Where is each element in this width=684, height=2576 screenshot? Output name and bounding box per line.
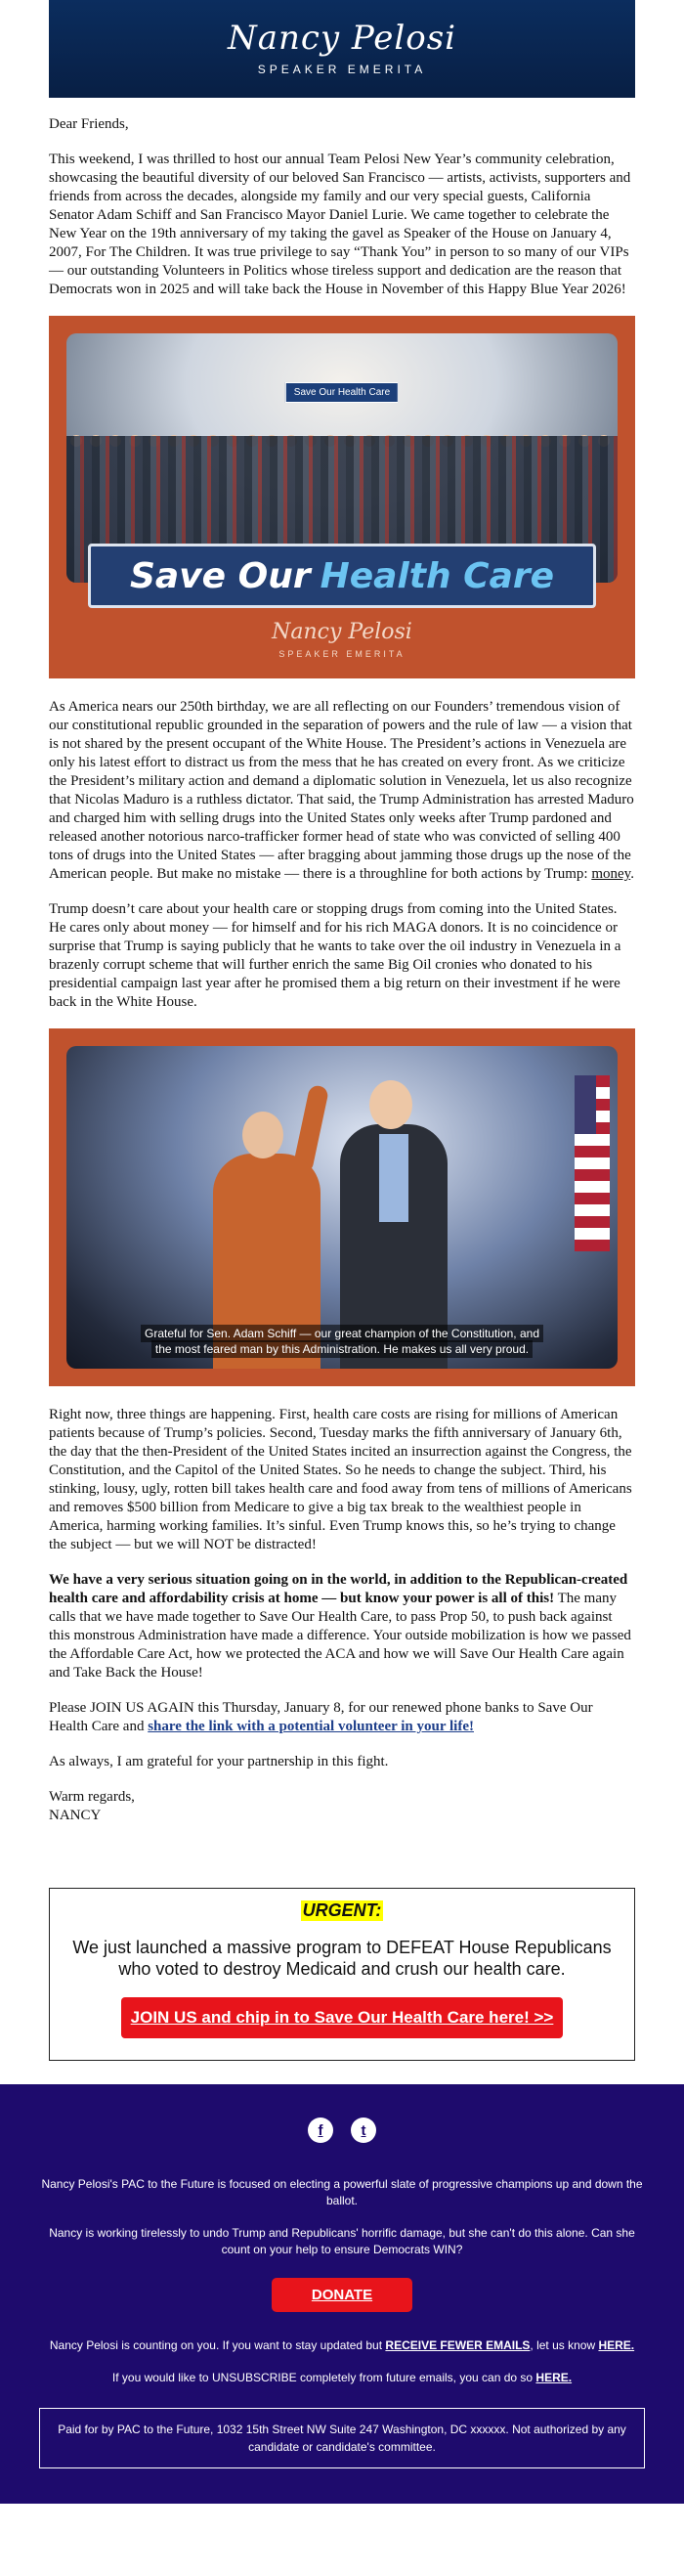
- unsubscribe-link[interactable]: HERE.: [535, 2371, 573, 2384]
- fewer-emails-link[interactable]: RECEIVE FEWER EMAILS: [385, 2338, 531, 2352]
- paragraph-1: This weekend, I was thrilled to host our annual Team Pelosi New Year’s community celebration, showcasing the beautiful diversity of our beloved San Francisco — artists, activists, supporters and friends from across the decades, alongside my family and our very special guests, California Senator Adam Schiff and San Francisco Mayor Daniel Lurie. We came together to celebrate the New Year on the 19th anniversary of my taking the gavel as Speaker of the House on January 4, 2007, For The Children. It was true privilege to say “Thank You” in person to so many of our VIPs — our outstanding Volunteers in Politics whose tireless support and dedication are the reason that Democrats won in 2025 and will take back the House in November of this Happy Blue Year 2026!: [49, 152, 631, 297]
- sign-off: [49, 1788, 635, 1825]
- urgent-title: URGENT:: [302, 1900, 382, 1920]
- money-link[interactable]: money: [591, 866, 631, 882]
- urgent-box: [49, 1888, 635, 2061]
- share-link[interactable]: share the link with a potential volunteer in your life!: [148, 1719, 474, 1734]
- email-footer: [0, 2084, 684, 2504]
- paragraph-6: Please JOIN US AGAIN this Thursday, January 8, for our renewed phone banks to Save Our Health Care and share the link with a potential volunteer in your life!: [49, 1700, 593, 1734]
- twitter-icon[interactable]: t: [351, 2118, 376, 2143]
- paid-for-disclaimer: Paid for by PAC to the Future, 1032 15th Street NW Suite 247 Washington, DC xxxxxx. Not authorized by any candidate or candidate's committee.: [39, 2408, 645, 2468]
- paragraph-5: We have a very serious situation going on in the world, in addition to the Republican-created health care and affordability crisis at home — but know your power is all of this! The many calls that we have made together to Save Our Health Care, to pass Prop 50, to push back against this monstrous Administration have made a difference. Your outside mobilization is how we passed the Affordable Care Act, how we protected the ACA and how we will Save Our Health Care again and Take Back the House!: [49, 1572, 631, 1681]
- figure-right-shirt: [379, 1134, 408, 1222]
- fewer-emails-line: Nancy Pelosi is counting on you. If you want to stay updated but RECEIVE FEWER EMAILS, let us know HERE.: [49, 2338, 635, 2352]
- banner-text-2: Health Care: [320, 555, 555, 596]
- frame-signature: [66, 608, 618, 678]
- photo-caption: Grateful for Sen. Adam Schiff — our great champion of the Constitution, and the most feared man by this Administration. He makes us all very proud.: [66, 1322, 618, 1361]
- fewer-emails-here-link[interactable]: HERE.: [598, 2338, 635, 2352]
- figure-left-head: [242, 1112, 283, 1158]
- figure-right-head: [369, 1080, 412, 1129]
- paragraph-3: Trump doesn’t care about your health care or stopping drugs from coming into the United States. He cares only about money — for himself and for his rich MAGA donors. It is no coincidence or surprise that Trump is saying publicly that he wants to take over the oil industry in Venezuela in a brazenly corrupt scheme that will further enrich the same Big Oil cronies who donated to his presidential campaign last year after he promised them a big return on their investment if he were back in the White House.: [49, 901, 621, 1010]
- footer-line-2: Nancy is working tirelessly to undo Trump and Republicans' horrific damage, but she can't do this alone. Can she count on your help to ensure Democrats WIN?: [49, 2226, 635, 2256]
- letter-body: [49, 98, 635, 2061]
- greeting: Dear Friends,: [49, 116, 129, 132]
- paragraph-2: As America nears our 250th birthday, we are all reflecting on our Founders’ tremendous vision of our constitutional republic grounded in the separation of powers and the rule of law — a vision that is not shared by the present occupant of the White House. The President’s actions in Venezuela are only his latest effort to distract us from the mess that he has created on every front. As we criticize the President’s military action and demand a diplomatic solution in Venezuela, let us also recognize that Nicolas Maduro is a ruthless dictator. That said, the Trump Administration has arrested Maduro and charged him with selling drugs into the United States only weeks after Trump pardoned and released another notorious narco-trafficker former head of state who was convicted of selling 400 tons of drugs into the United States — after bragging about jamming those drugs up the nose of the American people. But make no mistake — there is a throughline for both actions by Trump: money.: [49, 699, 634, 882]
- frame-signature-logo: Nancy Pelosi: [272, 620, 412, 644]
- header-signature-logo: Nancy Pelosi: [227, 19, 457, 58]
- banner-text-1: Save Our: [129, 555, 311, 596]
- sender-name: NANCY: [49, 1808, 102, 1823]
- donate-button[interactable]: DONATE: [272, 2278, 412, 2312]
- schiff-photo: [66, 1046, 618, 1369]
- urgent-text: We just launched a massive program to DEFEAT House Republicans who voted to destroy Medicaid and crush our health care.: [72, 1938, 612, 1979]
- email-header: [49, 0, 635, 98]
- join-chip-in-button[interactable]: JOIN US and chip in to Save Our Health Care here! >>: [121, 1997, 564, 2038]
- frame-subtitle: SPEAKER EMERITA: [278, 649, 406, 659]
- save-health-care-banner: [88, 544, 596, 608]
- unsubscribe-line: If you would like to UNSUBSCRIBE completely from future emails, you can do so HERE.: [111, 2371, 573, 2384]
- event-photo-frame: [49, 316, 635, 678]
- paragraph-7: As always, I am grateful for your partnership in this fight.: [49, 1754, 389, 1769]
- footer-line-1: Nancy Pelosi's PAC to the Future is focused on electing a powerful slate of progressive champions up and down the ballot.: [41, 2177, 643, 2207]
- header-subtitle: SPEAKER EMERITA: [257, 63, 427, 76]
- closing: Warm regards,: [49, 1789, 135, 1805]
- facebook-icon[interactable]: f: [308, 2118, 333, 2143]
- email-container: [49, 0, 635, 2061]
- stage-sign: Save Our Health Care: [285, 382, 399, 403]
- social-links: [39, 2118, 645, 2143]
- paragraph-4: Right now, three things are happening. First, health care costs are rising for millions of American patients because of Trump’s policies. Second, Tuesday marks the fifth anniversary of January 6th, the day that the then-President of the United States incited an insurrection against the Congress, the Constitution, and the Capitol of the United States. So he needs to change the subject. Third, his stinking, lousy, ugly, rotten bill takes health care and food away from tens of millions of Americans and removes $500 billion from Medicare to give a big tax break to the wealthiest people in America, harming working families. It’s sinful. Even Trump knows this, so he’s trying to change the subject — but we will NOT be distracted!: [49, 1407, 632, 1552]
- american-flag: [575, 1075, 610, 1251]
- schiff-photo-frame: [49, 1028, 635, 1386]
